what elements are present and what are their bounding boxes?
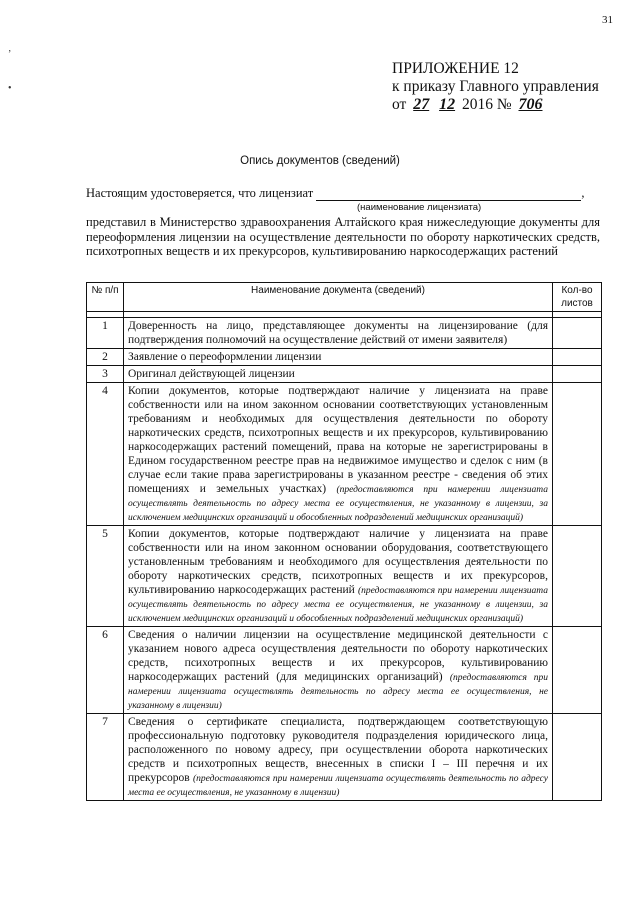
documents-table [86,282,602,801]
row-num: 3 [87,366,124,383]
row-note: (предоставляются при намерении лицензиата осуществлять деятельность по адресу места ее осуществления, не указанному в лицензии) [128,774,549,798]
table-row [87,366,602,383]
row-num: 5 [87,526,124,627]
row-num: 7 [87,714,124,801]
header-num: № п/п [87,283,124,312]
certify-line [86,186,584,201]
row-note: (предоставляются при намерении лицензиата осуществлять деятельность по адресу места ее осуществления, не указанному в лицензии, за исключением медицинских организаций и обособленных подразделений медицинских организаций) [128,586,549,624]
row-text: Сведения о сертификате специалиста, подтверждающем соответствующую профессиональную подготовку руководителя подразделения юридического лица, расположенного по новому адресу, при осуществлении оборота наркотических средств и психотропных веществ, внесенных в списки I – III перечня и их прекурсоров (предоставляются при намерении лицензиата осуществлять деятельность по адресу места ее осуществления, не указанному в лицензии) [124,714,553,801]
row-qty-cell[interactable] [553,526,602,627]
row-note: (предоставляются при намерении лицензиата осуществлять деятельность по адресу места ее осуществления, не указанному в лицензии) [128,673,548,711]
appendix-date-line [392,96,599,114]
row-text: Оригинал действующей лицензии [124,366,553,383]
certify-end: , [581,186,585,200]
table-row [87,526,602,627]
intro-paragraph: представил в Министерство здравоохранения Алтайского края нижеследующие документы для переоформления лицензии на осуществление деятельности по обороту наркотических средств, психотропных веществ и их прекурсоров, культивированию наркосодержащих растений [86,215,600,258]
row-text: Доверенность на лицо, представляющее документы на лицензирование (для подтверждения полномочий на осуществление действий от имени заявителя) [124,318,553,349]
row-qty-cell[interactable] [553,318,602,349]
margin-mark-2: • [8,83,12,94]
margin-marks [8,38,12,106]
date-year: 2016 № [461,96,512,113]
row-text: Копии документов, которые подтверждают наличие у лицензиата на праве собственности или на ином законном основании соответствующих установленным требованиям и необходимых для осуществления деятельности по обороту наркотических средств, психотропных веществ и их прекурсоров, культивированию наркосодержащих растений помещений, права на которые не зарегистрированы в Едином государственном реестре прав на недвижимое имущество и сделок с ним (в случае если такие права зарегистрированы в указанном реестре - сведения об этих помещениях и земельных участках) (предоставляются при намерении лицензиата осуществлять деятельность по адресу места ее осуществления, не указанному в лицензии, за исключением медицинских организаций и обособленных подразделений медицинских организаций) [124,383,553,526]
appendix-order: к приказу Главного управления [392,78,599,95]
margin-mark-1: ’ [8,49,12,60]
page-number: 31 [602,14,613,26]
certify-text: Настоящим удостоверяется, что лицензиат [86,186,314,200]
row-qty-cell[interactable] [553,627,602,714]
row-num: 4 [87,383,124,526]
table-row [87,627,602,714]
row-text: Сведения о наличии лицензии на осуществление медицинской деятельности с указанием нового адреса осуществления деятельности по обороту наркотических средств, психотропных веществ и их прекурсоров, культивированию наркосодержащих растений (для медицинских организаций) (предоставляются при намерении лицензиата осуществлять деятельность по адресу места ее осуществления, не указанному в лицензии) [124,627,553,714]
row-text: Копии документов, которые подтверждают наличие у лицензиата на праве собственности или на ином законном основании оборудования, соответствующего установленным требованиям и необходимого для осуществления деятельности по обороту наркотических средств, психотропных веществ и их прекурсоров, культивированию наркосодержащих растений (предоставляются при намерении лицензиата осуществлять деятельность по адресу места ее осуществления, не указанному в лицензии, за исключением медицинских организаций и обособленных подразделений медицинских организаций) [124,526,553,627]
date-prefix: от [392,96,407,113]
header-qty: Кол-во листов [553,283,602,312]
row-qty-cell[interactable] [553,366,602,383]
row-num: 6 [87,627,124,714]
row-num: 2 [87,349,124,366]
row-qty-cell[interactable] [553,714,602,801]
table-row [87,349,602,366]
row-qty-cell[interactable] [553,383,602,526]
row-note: (предоставляются при намерении лицензиата осуществлять деятельность по адресу места ее осуществления, не указанному в лицензии, за исключением медицинских организаций и обособленных подразделений медицинских организаций) [128,485,548,523]
appendix-title: ПРИЛОЖЕНИЕ 12 [392,60,519,77]
appendix-header [392,60,599,114]
row-text: Заявление о переоформлении лицензии [124,349,553,366]
document-title: Опись документов (сведений) [240,155,400,167]
licensee-hint: (наименование лицензиата) [357,202,482,213]
header-name: Наименование документа (сведений) [124,283,553,312]
handwritten-number: 706 [518,96,543,113]
table-row [87,714,602,801]
table-header-row [87,283,602,312]
row-num: 1 [87,318,124,349]
handwritten-month: 12 [439,96,456,113]
handwritten-day: 27 [413,96,430,113]
table-row [87,318,602,349]
licensee-name-blank[interactable] [316,188,581,201]
row-qty-cell[interactable] [553,349,602,366]
table-row [87,383,602,526]
